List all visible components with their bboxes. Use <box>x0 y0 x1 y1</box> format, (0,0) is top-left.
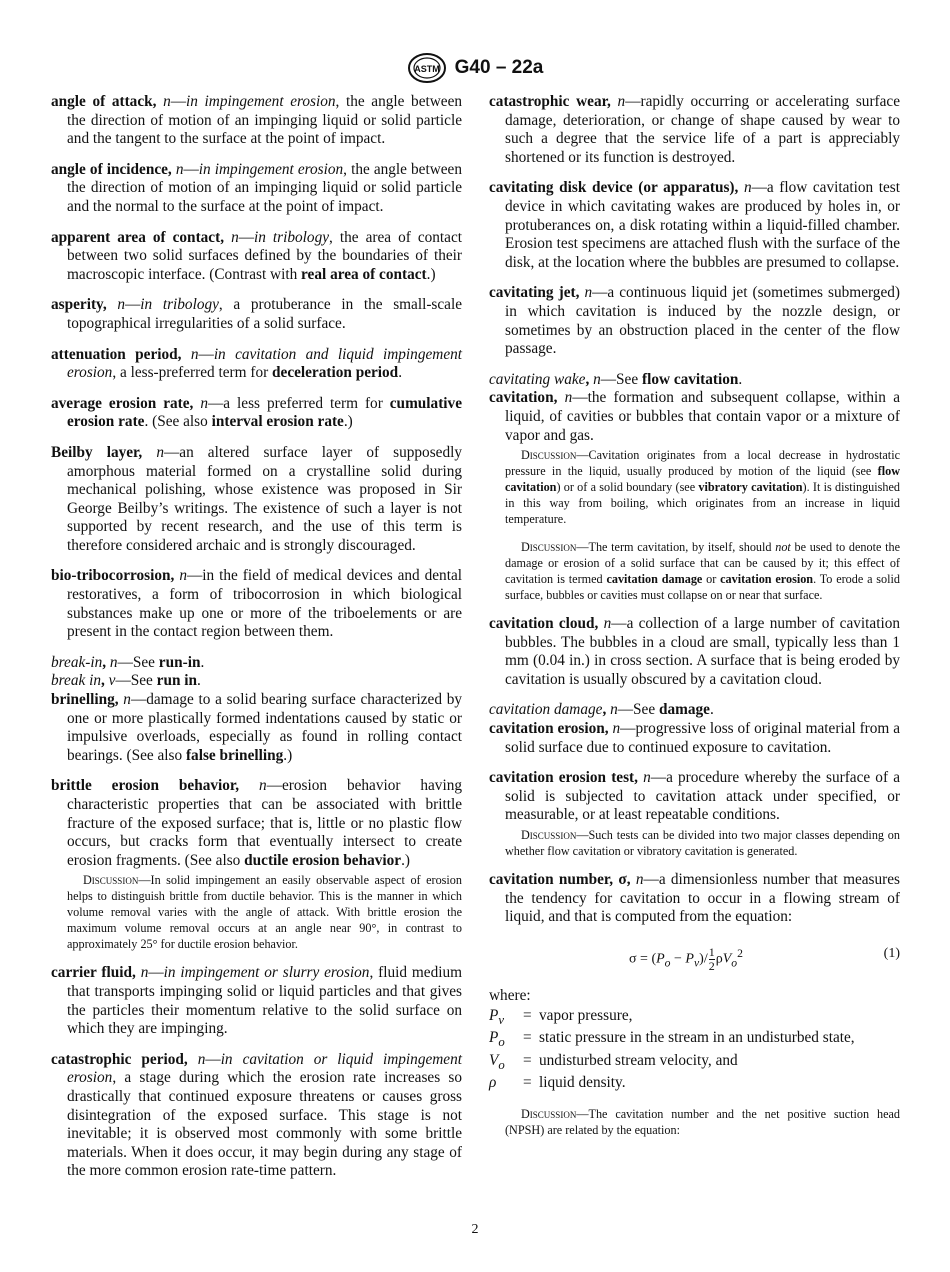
entry-cavitation-number: cavitation number, σ, n—a dimensionless number that measures the tendency for cavitation to occur in a flowing stream of liquid, and that is computed from the equation: <box>489 871 900 926</box>
entry-bio-tribocorrosion: bio-tribocorrosion, n—in the field of medical devices and dental restoratives, a form of tribocorrosion in which biological substances make up one or more of the triboelements or are present in the contact region between them. <box>51 567 462 641</box>
page-number: 2 <box>471 1222 479 1237</box>
discussion-cavitation-number: Discussion—The cavitation number and the net positive suction head (NPSH) are related by the equation: <box>505 1106 900 1137</box>
entry-asperity: asperity, n—in tribology, a protuberance in the small-scale topographical irregularities of a solid surface. <box>51 296 463 332</box>
left-column <box>51 93 462 1193</box>
entry-cavitation-erosion-test: cavitation erosion test, n—a procedure whereby the surface of a solid is subjected to cavitation attack under specified, or measurable, or at least repeatable conditions. <box>489 769 900 824</box>
variable-row: $V_o$ = undisturbed stream velocity, and <box>489 1051 738 1072</box>
entry-carrier-fluid: carrier fluid, n—in impingement or slurry erosion, fluid medium that transports impinging solid or liquid particles and that gives the particles their momentum relative to the solid surface on which they are impinging. <box>51 964 463 1038</box>
entry-angle-of-incidence: angle of incidence, n—in impingement erosion, the angle between the direction of motion of an impinging liquid or solid particle and the normal to the surface at the point of impact. <box>51 160 462 215</box>
discussion-cavitation-origin: Discussion—Cavitation originates from a local decrease in hydrostatic pressure in the liquid, usually produced by motion of the liquid (see flow cavitation) or of a solid boundary (see vibratory cavitation). It is distinguished in this way from boiling, which originates from an increase in liquid temperature. <box>505 448 900 527</box>
entry-cavitation: cavitation, n—the formation and subsequent collapse, within a liquid, of cavities or bubbles that contain vapor or a mixture of vapor and gas. <box>489 389 900 444</box>
page-header <box>0 52 950 86</box>
entry-brinelling: brinelling, n—damage to a solid bearing surface characterized by one or more plastically formed indentations caused by static or impulsive overloads, especially as found in rolling contact bearings. (See also false brinelling.) <box>51 691 462 764</box>
entry-cavitating-jet: cavitating jet, n—a continuous liquid jet (sometimes submerged) in which cavitation is induced by the nozzle design, or sometimes by an obstruction placed in the center of the flow passage. <box>489 284 900 358</box>
where-label: where: <box>489 986 531 1004</box>
entry-catastrophic-wear: catastrophic wear, n—rapidly occurring or accelerating surface damage, deterioration, or change of shape caused by wear to such a degree that the service life of a part is appreciably shortened or its function is destroyed. <box>489 93 901 166</box>
entry-average-erosion-rate: average erosion rate, n—a less preferred term for cumulative erosion rate. (See also interval erosion rate.) <box>51 394 462 431</box>
discussion-cavitation-term: Discussion—The term cavitation, by itself, should not be used to denote the damage or erosion of a solid surface that can be caused by it; this effect of cavitation is termed cavitation damage or cavitation erosion. To erode a solid surface, bubbles or cavities must collapse on or near that surface. <box>505 540 900 603</box>
variable-row: $P_o$ = static pressure in the stream in an undisturbed state, <box>489 1029 855 1050</box>
entry-angle-of-attack: angle of attack, n—in impingement erosion, the angle between the direction of motion of an impinging liquid or solid particle and the tangent to the surface at the point of impact. <box>51 93 463 148</box>
entry-attenuation-period: attenuation period, n—in cavitation and liquid impingement erosion, a less-preferred term for deceleration period. <box>51 345 463 382</box>
astm-logo-icon <box>407 52 447 84</box>
variable-row: ρ = liquid density. <box>489 1073 626 1091</box>
variable-row: $P_v$ = vapor pressure, <box>489 1007 633 1028</box>
equation-number: (1) <box>883 945 900 961</box>
equation-1 <box>489 933 900 975</box>
entry-cavitation-damage: cavitation damage, n—See damage. <box>489 701 714 719</box>
standard-designation: G40 – 22a <box>454 57 544 78</box>
equation-formula: $\sigma = (P_o - P_v)/$ $\frac{1}{2}$ $\rho V_o^2$ <box>629 944 743 973</box>
entry-break-in-verb: break in, v—See run in. <box>51 672 201 690</box>
entry-cavitating-wake: cavitating wake, n—See flow cavitation. <box>489 370 743 388</box>
entry-brittle-erosion-behavior: brittle erosion behavior, n—erosion behavior having characteristic properties that can be associated with brittle fracture of the exposed surface; that is, little or no plastic flow occurs, but cracks form that eventually intersect to create erosion fragments. (See also ductile erosion behavior.) <box>51 777 462 869</box>
variable-definitions <box>489 1007 900 1095</box>
discussion-brittle-erosion: Discussion—In solid impingement an easily observable aspect of erosion helps to distinguish brittle from ductile behavior. This is the manner in which volume removal varies with the angle of attack. With brittle erosion the maximum volume removal occurs at an angle near 90°, in contrast to approximately 25° for ductile erosion behavior. <box>67 873 462 952</box>
discussion-cavitation-tests: Discussion—Such tests can be divided into two major classes depending on whether flow cavitation or vibratory cavitation is generated. <box>505 828 900 859</box>
svg-text:ASTM: ASTM <box>413 64 440 74</box>
right-column <box>489 93 900 1150</box>
entry-cavitation-cloud: cavitation cloud, n—a collection of a large number of cavitation bubbles. The bubbles in a cloud are small, typically less than 1 mm (0.04 in.) in cross section. A surface that is being eroded by cavitation is usually obscured by a cavitation cloud. <box>489 615 900 688</box>
entry-break-in-noun: break-in, n—See run-in. <box>51 653 205 671</box>
entry-catastrophic-period: catastrophic period, n—in cavitation or liquid impingement erosion, a stage during which the erosion rate increases so drastically that continued exposure threatens or causes gross disintegration of the exposed surface. This stage is not inevitable; it is observed most commonly with some brittle materials. When it does occur, it may begin during any stage of the more common erosion rate-time pattern. <box>51 1050 462 1180</box>
entry-apparent-area-of-contact: apparent area of contact, n—in tribology, the area of contact between two solid surfaces defined by the boundaries of their macroscopic interface. (Contrast with real area of contact.) <box>51 228 463 283</box>
entry-beilby-layer: Beilby layer, n—an altered surface layer of supposedly amorphous material formed on a crystalline solid during mechanical polishing, whose existence was proposed in Sir George Beilby’s writings. The existence of such a layer is not supported by recent research, and the use of this term is therefore considered archaic and is strongly discouraged. <box>51 443 462 554</box>
entry-cavitating-disk-device: cavitating disk device (or apparatus), n—a flow cavitation test device in which cavitating wakes are produced by holes in, or protuberances on, a disk rotating within a liquid-filled chamber. Erosion test specimens are attached flush with the surface of the disk, at the location where the bubbles are presumed to collapse. <box>489 179 900 271</box>
entry-cavitation-erosion: cavitation erosion, n—progressive loss of original material from a solid surface due to continued exposure to cavitation. <box>489 720 900 756</box>
